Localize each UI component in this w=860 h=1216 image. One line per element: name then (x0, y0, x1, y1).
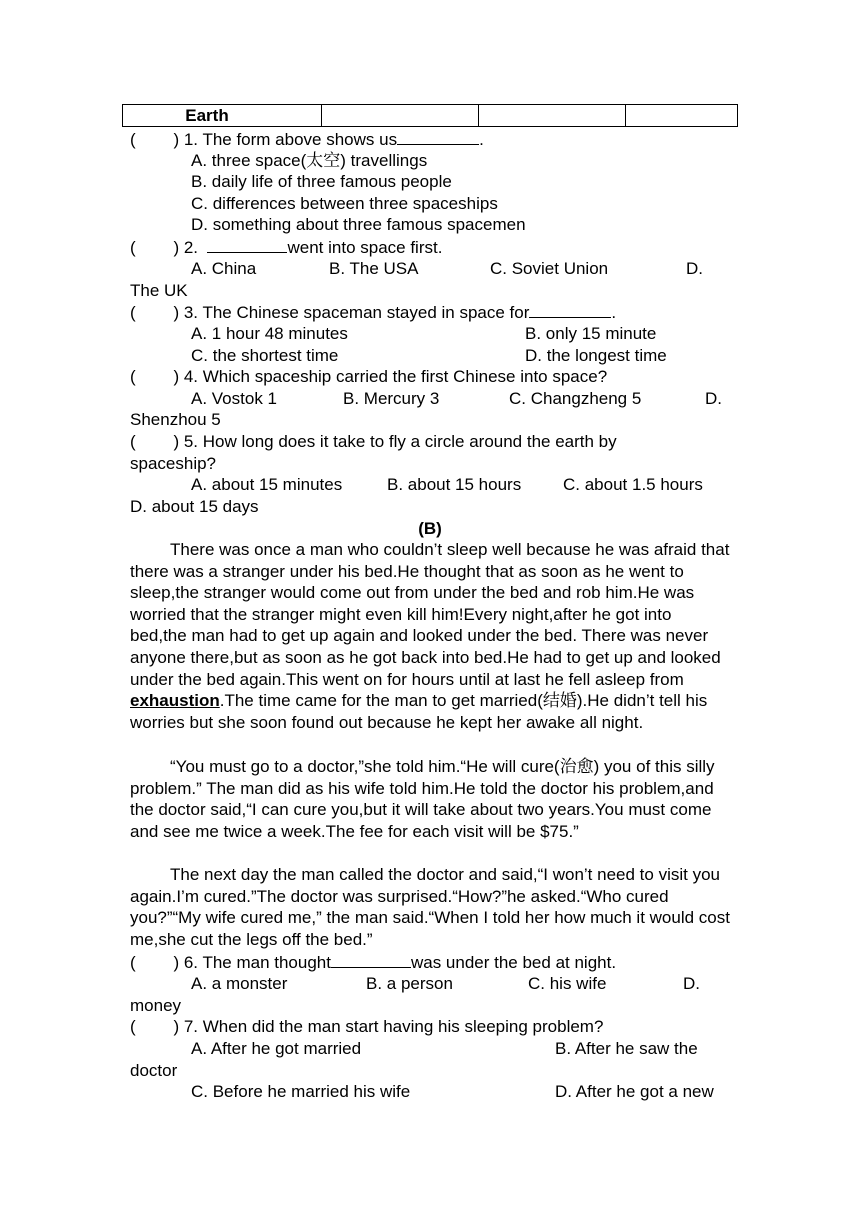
option-b: B. Mercury 3 (343, 389, 440, 408)
table-cell (322, 105, 479, 127)
answer-paren: ( ) (130, 367, 180, 386)
option-c: C. about 1.5 hours (563, 475, 703, 494)
question-text: went into space first. (287, 238, 443, 257)
answer-blank (397, 128, 479, 145)
option-d: D. something about three famous spacemen (191, 215, 526, 234)
question-5-wrap: spaceship? (130, 454, 217, 473)
paragraph-text: There was once a man who couldn’t sleep well because he was afraid that there was a stranger under his bed.He thought that as soon as he went to sleep,the stranger would come out from under the bed and rob him.He was worried that the stranger might even kill him!Every night,after he got into bed,the man had to get up again and looked under the bed. There was never anyone there,but as soon as he got back into bed.He had to get up and looked under the bed again.This went on for hours until at last he fell asleep from (130, 540, 730, 689)
question-text-end: . (611, 303, 617, 322)
option-c: C. differences between three spaceships (191, 194, 498, 213)
question-7 (130, 1016, 603, 1038)
option-c: C. Soviet Union (490, 259, 609, 278)
question-1 (130, 128, 484, 151)
paragraph-text: .The time came for the man to get married(结婚).He didn’t tell his worries but she soon found out because he kept her awake all night. (130, 691, 708, 732)
question-text: 1. The form above shows us (183, 130, 398, 149)
table-row (123, 105, 738, 127)
answer-paren: ( ) (130, 238, 180, 257)
answer-blank (207, 236, 287, 253)
paragraph-text: “You must go to a doctor,”she told him.“He will cure(治愈) you of this silly problem.” The man did as his wife told him.He told the doctor his problem,and the doctor said,“I can cure you,but it will take about two years.You must come and see me twice a week.The fee for each visit will be $75.” (130, 757, 715, 841)
question-3 (130, 301, 616, 324)
option-c: C. his wife (528, 974, 607, 993)
option-a: A. 1 hour 48 minutes (191, 324, 348, 343)
option-b: B. daily life of three famous people (191, 172, 452, 191)
space-table (122, 104, 738, 127)
option-d: D. (683, 974, 700, 993)
option-a: A. After he got married (191, 1039, 362, 1058)
option-b: B. a person (366, 974, 453, 993)
table-cell-earth: Earth (123, 105, 322, 127)
paragraph-text: The next day the man called the doctor and said,“I won’t need to visit you again.I’m cured.”The doctor was surprised.“How?”he asked.“Who cured you?”“My wife cured me,” the man said.“When I told her how much it would cost me,she cut the legs off the bed.” (130, 865, 730, 949)
option-b: B. After he saw the (555, 1039, 698, 1058)
question-text: 4. Which spaceship carried the first Chinese into space? (183, 367, 608, 386)
option-a: A. about 15 minutes (191, 475, 343, 494)
question-text-end: . (479, 130, 484, 149)
table-cell (479, 105, 626, 127)
option-c: C. Before he married his wife (191, 1082, 411, 1101)
option-d: D. about 15 days (130, 497, 259, 516)
question-5 (130, 431, 617, 453)
passage-paragraph-3 (130, 864, 732, 950)
answer-blank (529, 301, 611, 318)
question-text-end: was under the bed at night. (410, 953, 617, 972)
option-b-wrap: doctor (130, 1061, 178, 1080)
passage-paragraph-1 (130, 539, 732, 733)
option-b: B. The USA (329, 259, 419, 278)
option-a: A. Vostok 1 (191, 389, 277, 408)
question-2 (130, 236, 442, 259)
bold-word: exhaustion (130, 691, 220, 711)
question-6 (130, 951, 616, 974)
section-heading: (B) (418, 519, 442, 538)
option-d: D. (686, 259, 703, 278)
option-c: C. the shortest time (191, 346, 339, 365)
option-a: A. China (191, 259, 257, 278)
question-text: 3. The Chinese spaceman stayed in space for (183, 303, 530, 322)
answer-paren: ( ) (130, 953, 180, 972)
question-text: 6. The man thought (183, 953, 331, 972)
answer-paren: ( ) (130, 303, 180, 322)
option-d-wrap: Shenzhou 5 (130, 410, 221, 429)
option-c: C. Changzheng 5 (509, 389, 642, 408)
answer-paren: ( ) (130, 1017, 180, 1036)
passage-paragraph-2 (130, 756, 732, 842)
answer-paren: ( ) (130, 130, 180, 149)
option-d-wrap: The UK (130, 281, 188, 300)
answer-paren: ( ) (130, 432, 180, 451)
question-number: 2. (183, 238, 199, 257)
option-a: A. three space(太空) travellings (191, 151, 428, 170)
option-a: A. a monster (191, 974, 288, 993)
question-4 (130, 366, 607, 388)
option-d-wrap: money (130, 996, 182, 1015)
option-d: D. the longest time (525, 346, 667, 365)
option-d: D. (705, 389, 722, 408)
table-cell (626, 105, 738, 127)
answer-blank (331, 951, 411, 968)
question-text: 7. When did the man start having his sleeping problem? (183, 1017, 604, 1036)
question-text: 5. How long does it take to fly a circle around the earth by (183, 432, 617, 451)
option-d: D. After he got a new (555, 1082, 714, 1101)
option-b: B. only 15 minute (525, 324, 657, 343)
option-b: B. about 15 hours (387, 475, 522, 494)
